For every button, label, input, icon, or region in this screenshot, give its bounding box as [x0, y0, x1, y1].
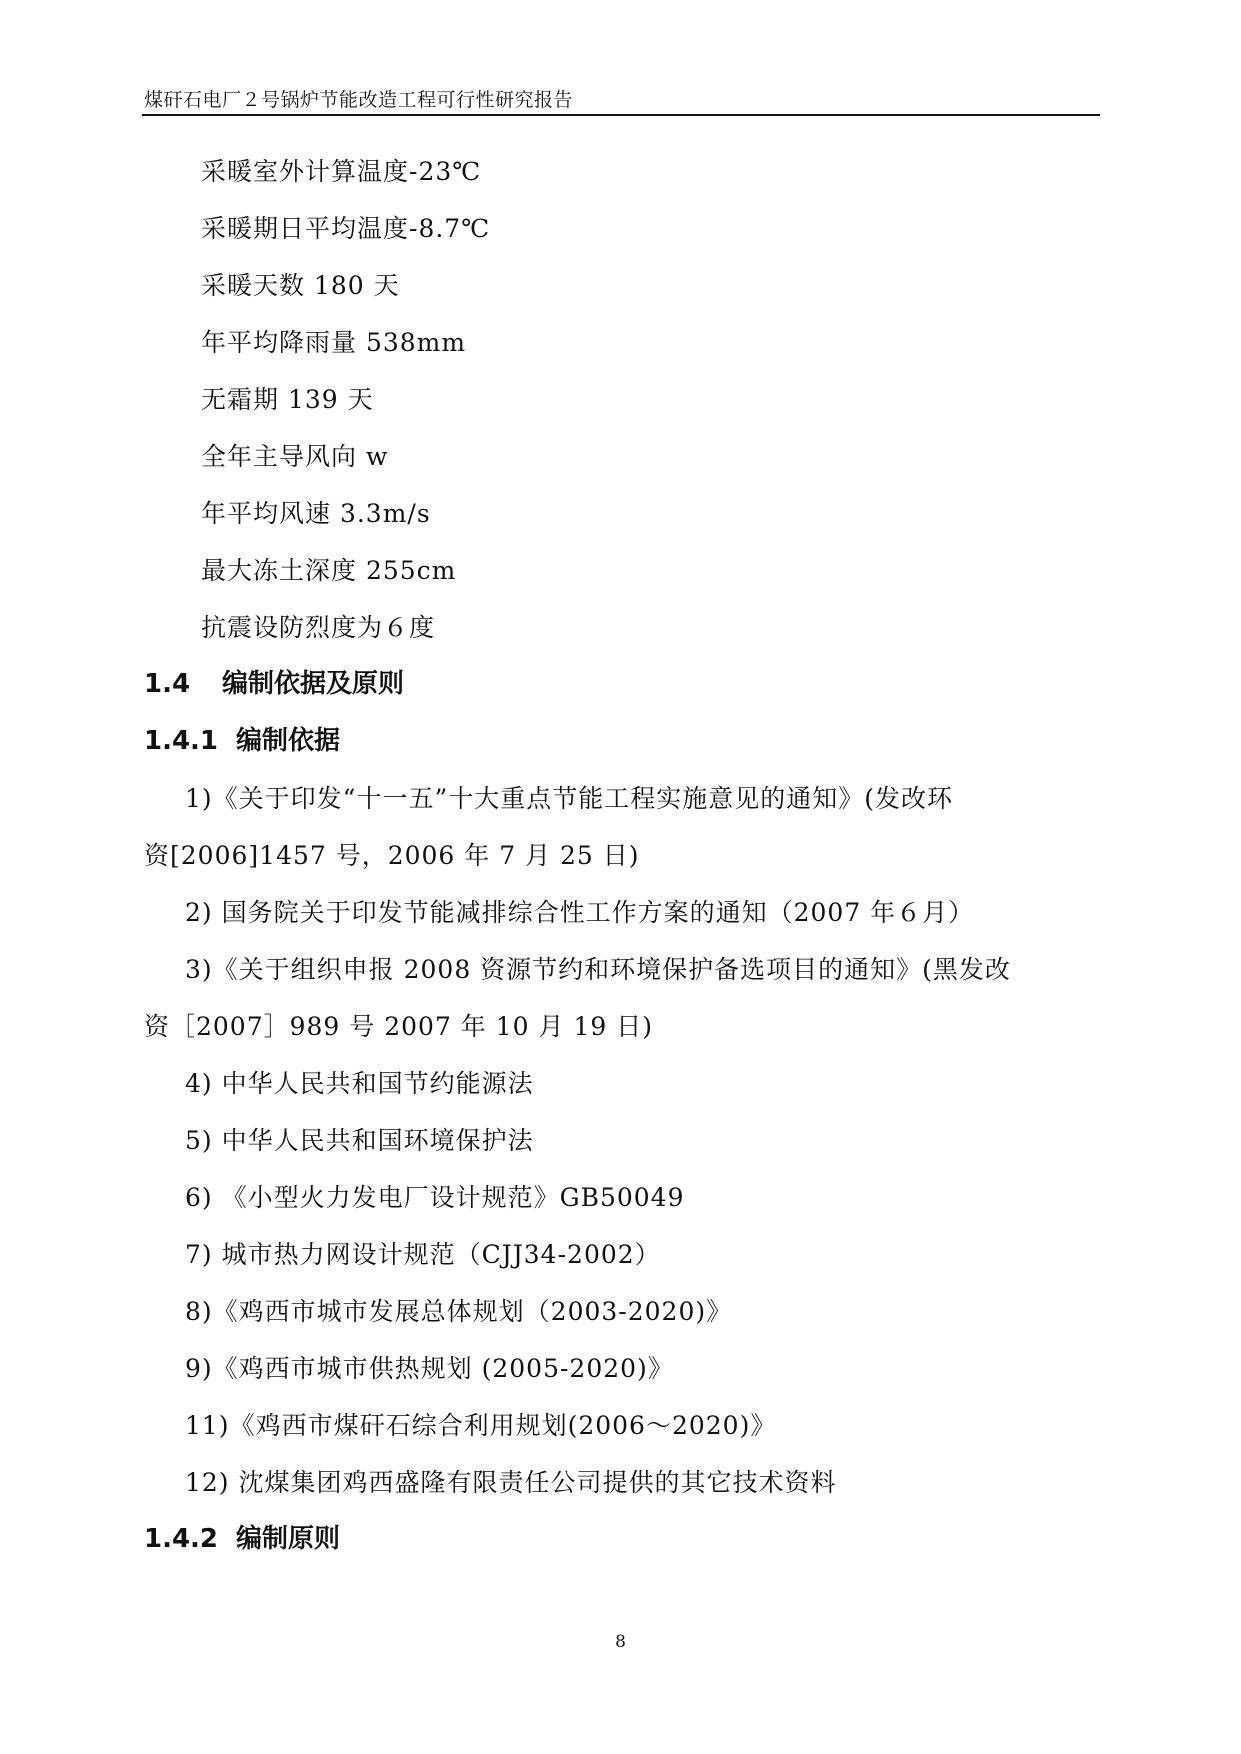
basis-item-3-continuation: 资［2007］989 号 2007 年 10 月 19 日) — [144, 1012, 653, 1041]
climate-frost-free-period: 无霜期 139 天 — [201, 385, 374, 414]
basis-item-1-continuation: 资[2006]1457 号，2006 年 7 月 25 日) — [144, 841, 640, 870]
basis-item-2: 2) 国务院关于印发节能减排综合性工作方案的通知（2007 年６月） — [185, 898, 975, 927]
page-number: 8 — [615, 1632, 626, 1652]
climate-heating-days: 采暖天数 180 天 — [201, 271, 400, 300]
section-title: 编制依据 — [236, 726, 341, 756]
climate-annual-rainfall: 年平均降雨量 538mm — [201, 328, 467, 357]
basis-item-9: 9)《鸡西市城市供热规划 (2005-2020)》 — [185, 1354, 674, 1383]
section-heading-1-4-2 — [144, 1511, 1100, 1568]
section-title: 编制依据及原则 — [222, 669, 405, 699]
basis-item-1: 1)《关于印发“十一五”十大重点节能工程实施意见的通知》(发改环 — [185, 784, 953, 813]
basis-item-4: 4) 中华人民共和国节约能源法 — [185, 1069, 534, 1098]
basis-item-3: 3)《关于组织申报 2008 资源节约和环境保护备选项目的通知》(黑发改 — [185, 955, 1011, 984]
basis-item-6: 6) 《小型火力发电厂设计规范》GB50049 — [185, 1183, 685, 1212]
climate-avg-wind-speed: 年平均风速 3.3m/s — [201, 499, 431, 528]
page-body — [144, 143, 1100, 1568]
climate-heating-design-temp: 采暖室外计算温度-23℃ — [201, 157, 482, 186]
climate-heating-avg-temp: 采暖期日平均温度-8.7℃ — [201, 214, 491, 243]
basis-item-12: 12) 沈煤集团鸡西盛隆有限责任公司提供的其它技术资料 — [185, 1468, 837, 1497]
running-header: 煤矸石电厂２号锅炉节能改造工程可行性研究报告 — [144, 89, 574, 111]
climate-max-frost-depth: 最大冻土深度 255cm — [201, 556, 457, 585]
climate-seismic-intensity: 抗震设防烈度为６度 — [201, 613, 436, 642]
basis-item-7: 7) 城市热力网设计规范（CJJ34-2002） — [185, 1240, 661, 1269]
basis-item-5: 5) 中华人民共和国环境保护法 — [185, 1126, 534, 1155]
section-heading-1-4 — [144, 656, 1100, 713]
section-number: 1.4 — [144, 669, 191, 699]
section-title: 编制原则 — [236, 1524, 341, 1554]
header-divider — [142, 114, 1100, 116]
basis-item-8: 8)《鸡西市城市发展总体规划（2003-2020)》 — [185, 1297, 733, 1326]
basis-item-11: 11)《鸡西市煤矸石综合利用规划(2006～2020)》 — [185, 1411, 777, 1440]
climate-prevailing-wind: 全年主导风向 w — [201, 442, 389, 471]
section-heading-1-4-1 — [144, 713, 1100, 770]
section-number: 1.4.1 — [144, 726, 219, 756]
section-number: 1.4.2 — [144, 1524, 219, 1554]
